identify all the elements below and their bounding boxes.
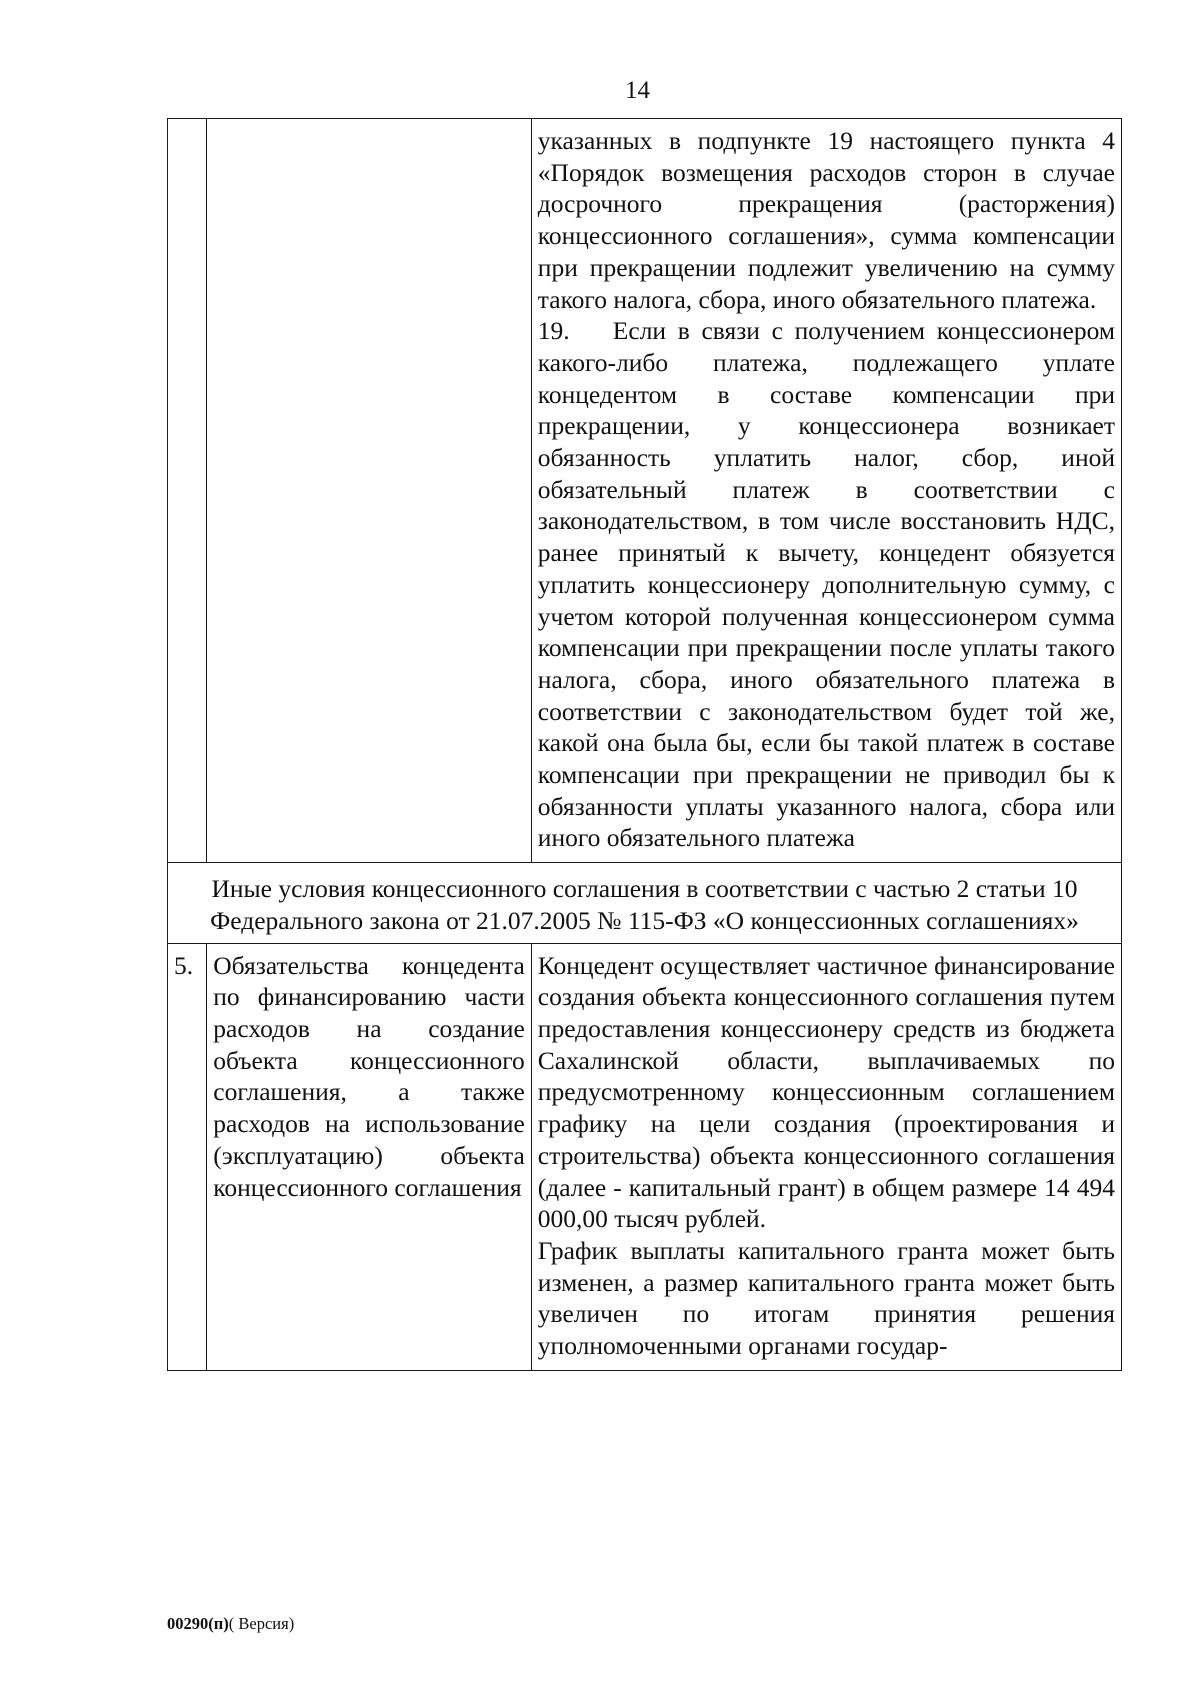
paragraph-19 [538,315,1115,854]
row-number-cell: 5. [168,943,207,1370]
row-5-name: Обязательства концедента по финансированию части расходов на создание объекта концессионного соглашения, а также расходов на использование (эксплуатацию) объекта концессионного соглашения [213,950,525,1202]
row-name-cell [207,119,532,863]
document-code: 00290(п) [167,1614,229,1633]
document-version: ( Версия) [228,1614,295,1633]
row-5-paragraph-1: Концедент осуществляет частичное финансирование создания объекта концессионного соглашения путем предоставления концессионеру средств из бюджета Сахалинской области, выплачиваемых по предусмотренному концессионным соглашением графику на цели создания (проектирования и строительства) объекта концессионного соглашения (далее - капитальный грант) в общем размере 14 494 000,00 тысяч рублей. [537,950,1115,1234]
table-row-5 [168,943,1122,1370]
page-number: 14 [625,77,650,104]
row-5-paragraph-2: График выплаты капитального гранта может быть изменен, а размер капитального гранта может быть увеличен по итогам принятия решения уполномоченными органами государ- [537,1235,1115,1361]
section-header-cell [168,863,1122,943]
row-name-cell [207,943,532,1370]
continuation-paragraph: указанных в подпункте 19 настоящего пункта 4 «Порядок возмещения расходов сторон в случае досрочного прекращения (расторжения) концессионного соглашения», сумма компенсации при прекращении подлежит увеличению на сумму такого налога, сбора, иного обязательного платежа. [537,126,1115,314]
row-body-cell [531,943,1121,1370]
document-footer [167,1614,294,1634]
table-row-continuation [168,119,1122,863]
paragraph-19-text: Если в связи с получением концессионером какого-либо платежа, подлежащего уплате концедентом в составе компенсации при прекращении, у концессионера возникает обязанность уплатить налог, сбор, иной обязательный платеж в соответствии с законодательством, в том числе восстановить НДС, ранее принятый к вычету, концедент обязуется уплатить концессионеру дополнительную сумму, с учетом которой полученная концессионером сумма компенсации при прекращении после уплаты такого налога, сбора, иного обязательного платежа в соответствии с законодательством будет той же, какой она была бы, если бы такой платеж в составе компенсации при прекращении не приводил бы к обязанности уплаты указанного налога, сбора или иного обязательного платежа [537,316,1115,853]
section-header-row [168,863,1122,943]
row-number-cell [168,119,207,863]
row-body-cell [531,119,1121,863]
section-header-text: Иные условия концессионного соглашения в соответствии с частью 2 статьи 10 Федерального закона от 21.07.2005 № 115-ФЗ «О концессионных соглашениях» [210,874,1079,935]
conditions-table [167,118,1122,1371]
paragraph-number: 19. [537,316,570,346]
